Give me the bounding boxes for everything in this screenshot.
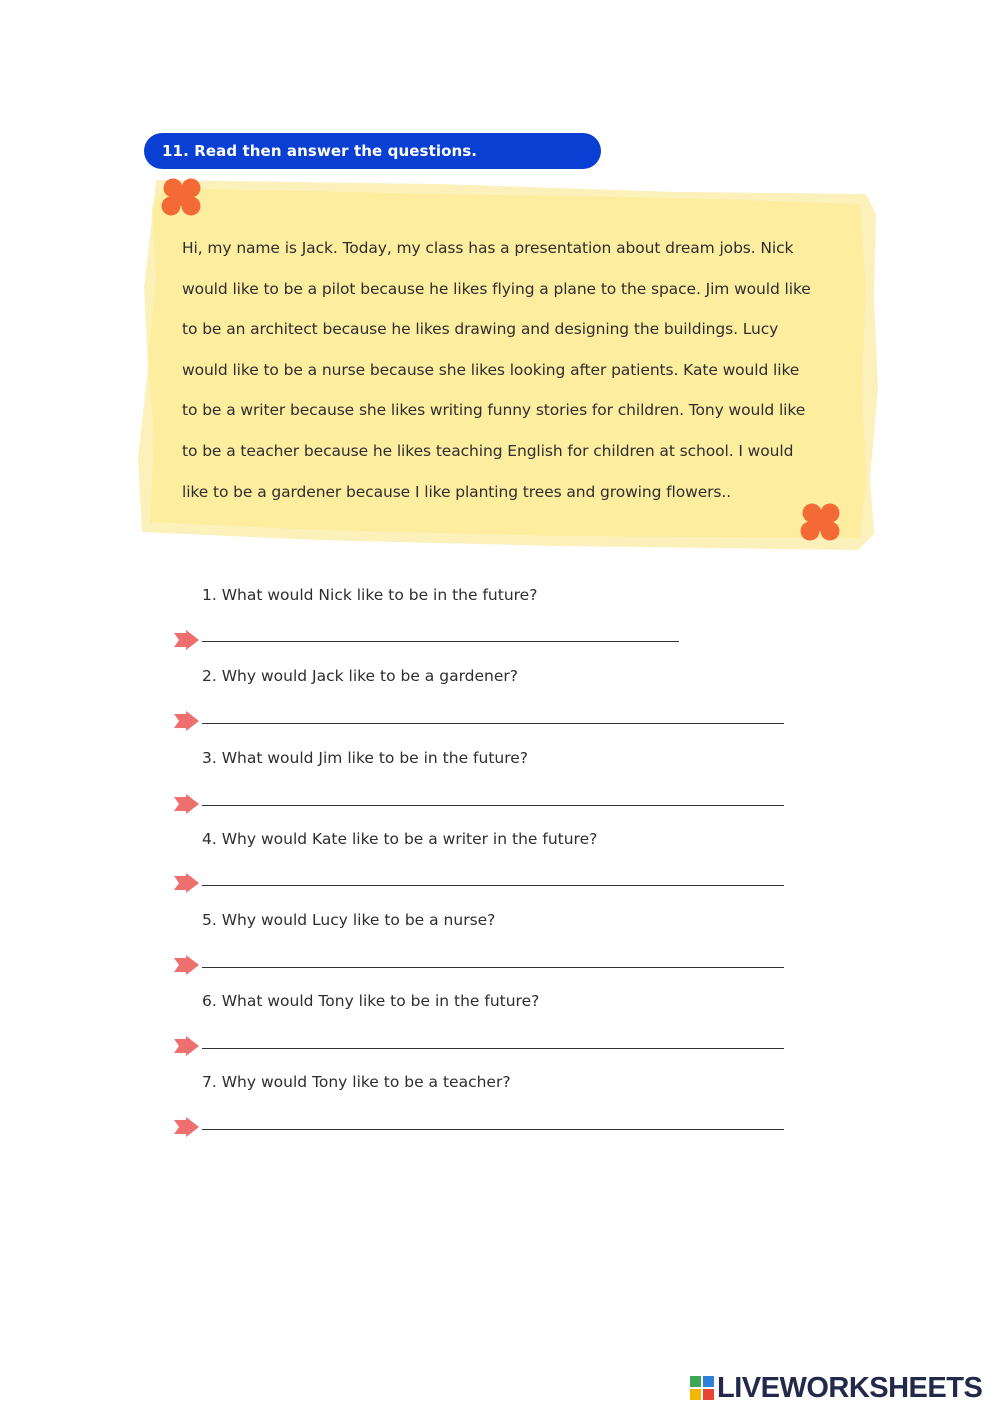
logo-text: LIVEWORKSHEETS [717,1371,983,1404]
passage-line: to be a writer because she likes writing funny stories for children. Tony would like [182,401,806,420]
question-3: 3. What would Jim like to be in the future? [202,749,529,767]
arrow-right-icon [172,873,200,893]
question-1: 1. What would Nick like to be in the future? [202,586,538,604]
question-5: 5. Why would Lucy like to be a nurse? [202,911,496,929]
liveworksheets-logo [690,1371,982,1405]
answer-line-5[interactable] [202,967,784,968]
passage-line: Hi, my name is Jack. Today, my class has a presentation about dream jobs. Nick [182,239,794,257]
arrow-right-icon [172,711,200,731]
question-6: 6. What would Tony like to be in the future? [202,992,540,1010]
arrow-right-icon [172,1117,200,1137]
passage-line: to be an architect because he likes drawing and designing the buildings. Lucy [182,320,779,339]
passage-line: would like to be a nurse because she likes looking after patients. Kate would like [182,360,800,379]
passage-line: would like to be a pilot because he likes flying a plane to the space. Jim would like [182,279,811,298]
answer-line-4[interactable] [202,885,784,886]
question-2: 2. Why would Jack like to be a gardener? [202,667,519,685]
instruction-title: 11. Read then answer the questions. [162,142,478,160]
passage-line: like to be a gardener because I like planting trees and growing flowers.. [182,482,732,501]
answer-line-3[interactable] [202,805,784,806]
question-4: 4. Why would Kate like to be a writer in the future? [202,830,598,848]
arrow-right-icon [172,955,200,975]
arrow-right-icon [172,1036,200,1056]
answer-line-7[interactable] [202,1129,784,1130]
answer-line-6[interactable] [202,1048,784,1049]
answer-line-2[interactable] [202,723,784,724]
passage-line: to be a teacher because he likes teaching English for children at school. I would [182,441,794,460]
arrow-right-icon [172,794,200,814]
logo-grid-icon [690,1376,714,1400]
question-7: 7. Why would Tony like to be a teacher? [202,1073,511,1091]
arrow-right-icon [172,630,200,650]
answer-line-1[interactable] [202,641,679,642]
